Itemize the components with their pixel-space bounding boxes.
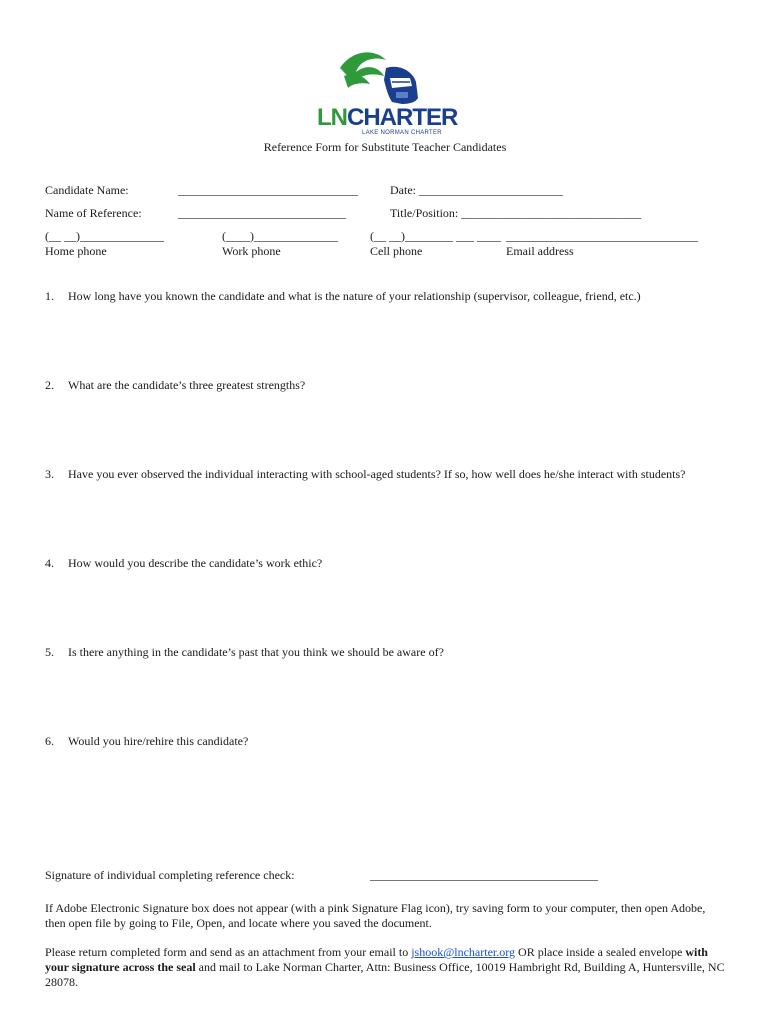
- return-email-link[interactable]: jshook@lncharter.org: [411, 945, 516, 959]
- question-number: 6.: [45, 734, 54, 748]
- home-phone-label: Home phone: [45, 244, 107, 258]
- question-text: Would you hire/rehire this candidate?: [68, 734, 249, 748]
- signature-field[interactable]: ______________________________________: [370, 868, 598, 882]
- logo-subtitle: LAKE NORMAN CHARTER: [362, 130, 442, 136]
- reference-name-label: Name of Reference:: [45, 206, 142, 220]
- return-note-bold: with your signature across the seal: [45, 945, 708, 974]
- adobe-note: If Adobe Electronic Signature box does not appear (with a pink Signature Flag icon), try saving form to your computer, then open Adobe, then open file by going to File, Open, and locate where you saved the document.: [45, 901, 706, 930]
- logo-wordmark: [317, 104, 457, 132]
- logo-wordmark-ln: LN: [317, 104, 347, 131]
- title-position-field[interactable]: Title/Position: ______________________________: [390, 206, 642, 220]
- work-phone-label: Work phone: [222, 244, 281, 258]
- signature-label: Signature of individual completing reference check:: [45, 868, 295, 882]
- email-field[interactable]: ________________________________: [506, 229, 698, 243]
- email-label: Email address: [506, 244, 574, 258]
- work-phone-field[interactable]: (____)______________: [222, 229, 338, 243]
- question-number: 5.: [45, 645, 54, 659]
- question-number: 4.: [45, 556, 54, 570]
- return-note-part2: OR place inside a sealed envelope: [515, 945, 686, 959]
- question-text: How long have you known the candidate and what is the nature of your relationship (supervisor, colleague, friend, etc.): [68, 289, 641, 303]
- question-text: How would you describe the candidate’s work ethic?: [68, 556, 323, 570]
- logo-wordmark-text: [317, 104, 457, 131]
- cell-phone-field[interactable]: (__ __)________ ___ ____: [370, 229, 501, 243]
- question-number: 2.: [45, 378, 54, 392]
- date-field[interactable]: Date: ________________________: [390, 183, 563, 197]
- question-text: What are the candidate’s three greatest strengths?: [68, 378, 306, 392]
- page-title: Reference Form for Substitute Teacher Candidates: [263, 140, 507, 154]
- question-number: 1.: [45, 289, 54, 303]
- cell-phone-label: Cell phone: [370, 244, 423, 258]
- candidate-name-field[interactable]: ______________________________: [178, 183, 358, 197]
- question-text: Have you ever observed the individual interacting with school-aged students? If so, how well does he/she interact with students?: [68, 467, 686, 481]
- return-note-part3: and mail to Lake Norman Charter, Attn: Business Office, 10019 Hambright Rd, Building A, Huntersville, NC 28078.: [45, 960, 725, 989]
- candidate-name-label: Candidate Name:: [45, 183, 129, 197]
- reference-name-field[interactable]: ____________________________: [178, 206, 346, 220]
- lncharter-logo: [312, 46, 457, 140]
- question-text: Is there anything in the candidate’s past that you think we should be aware of?: [68, 645, 444, 659]
- logo-wordmark-charter: CHARTER: [347, 104, 458, 131]
- return-note-part1: Please return completed form and send as an attachment from your email to: [45, 945, 412, 959]
- question-number: 3.: [45, 467, 54, 481]
- return-note: [45, 945, 725, 990]
- home-phone-field[interactable]: (__ __)______________: [45, 229, 164, 243]
